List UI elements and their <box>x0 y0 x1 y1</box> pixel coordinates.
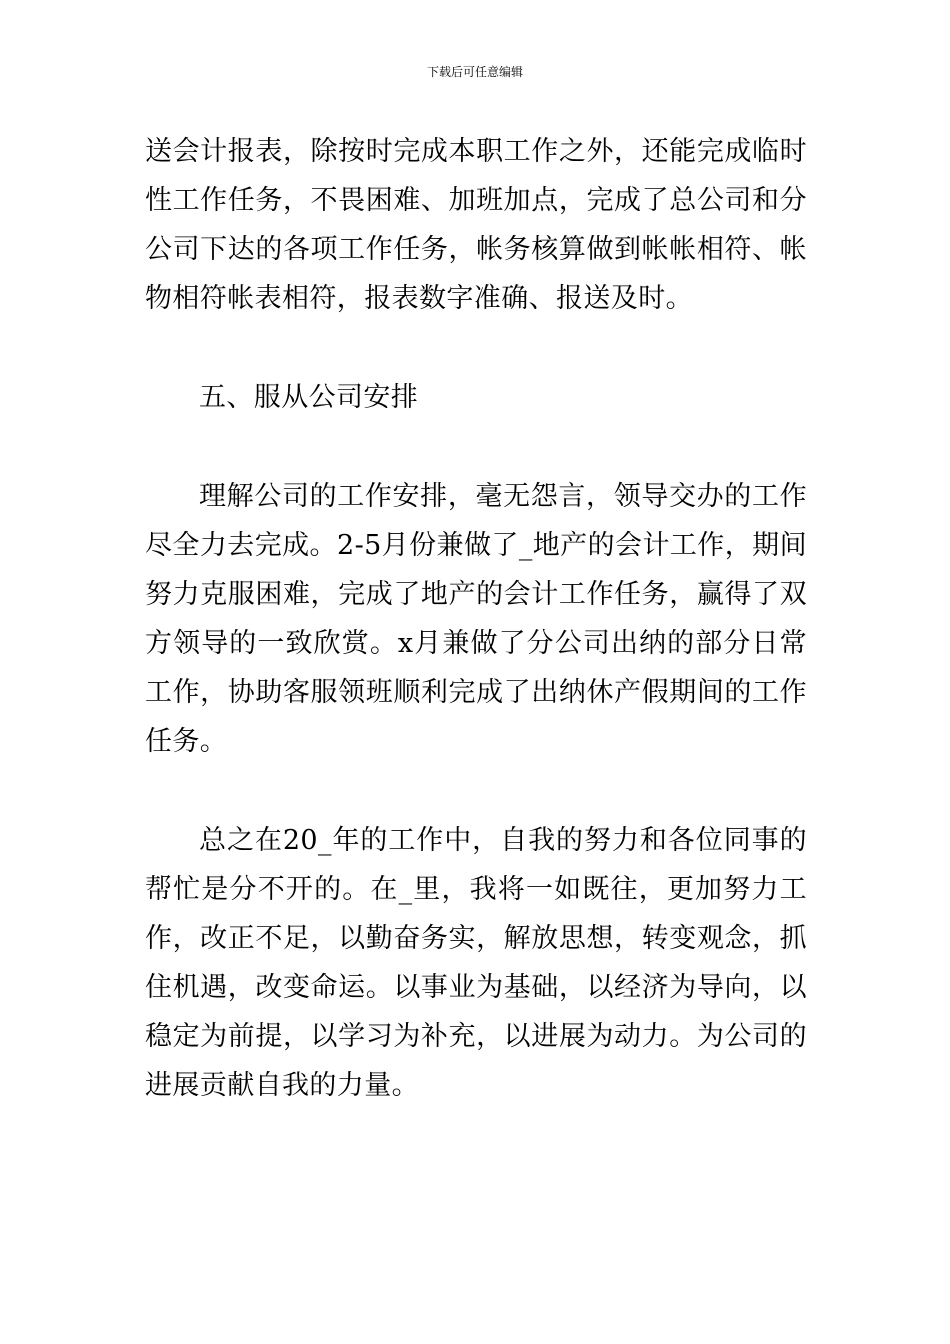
paragraph-company-arrangement: 理解公司的工作安排，毫无怨言，领导交办的工作尽全力去完成。2-5月份兼做了_地产的会计工作，期间努力克服困难，完成了地产的会计工作任务，赢得了双方领导的一致欣赏。x月兼做了分公司出纳的部分日常工作，协助客服领班顺利完成了出纳休产假期间的工作任务。 <box>145 481 807 757</box>
paragraph-gap <box>145 323 807 373</box>
header-note: 下载后可任意编辑 <box>426 65 523 79</box>
paragraph-summary: 总之在20_年的工作中，自我的努力和各位同事的帮忙是分不开的。在_里，我将一如既往，更加努力工作，改正不足，以勤奋务实，解放思想，转变观念，抓住机遇，改变命运。以事业为基础，以经济为导向，以稳定为前提，以学习为补充，以进展为动力。为公司的进展贡献自我的力量。 <box>145 825 807 1101</box>
paragraph-gap <box>145 766 807 816</box>
document-body <box>145 127 807 1110</box>
paragraph-gap <box>145 422 807 472</box>
section-heading: 五、服从公司安排 <box>199 382 419 413</box>
paragraph-continuation: 送会计报表，除按时完成本职工作之外，还能完成临时性工作任务，不畏困难、加班加点，完成了总公司和分公司下达的各项工作任务，帐务核算做到帐帐相符、帐物相符帐表相符，报表数字准确、报送及时。 <box>145 136 807 314</box>
